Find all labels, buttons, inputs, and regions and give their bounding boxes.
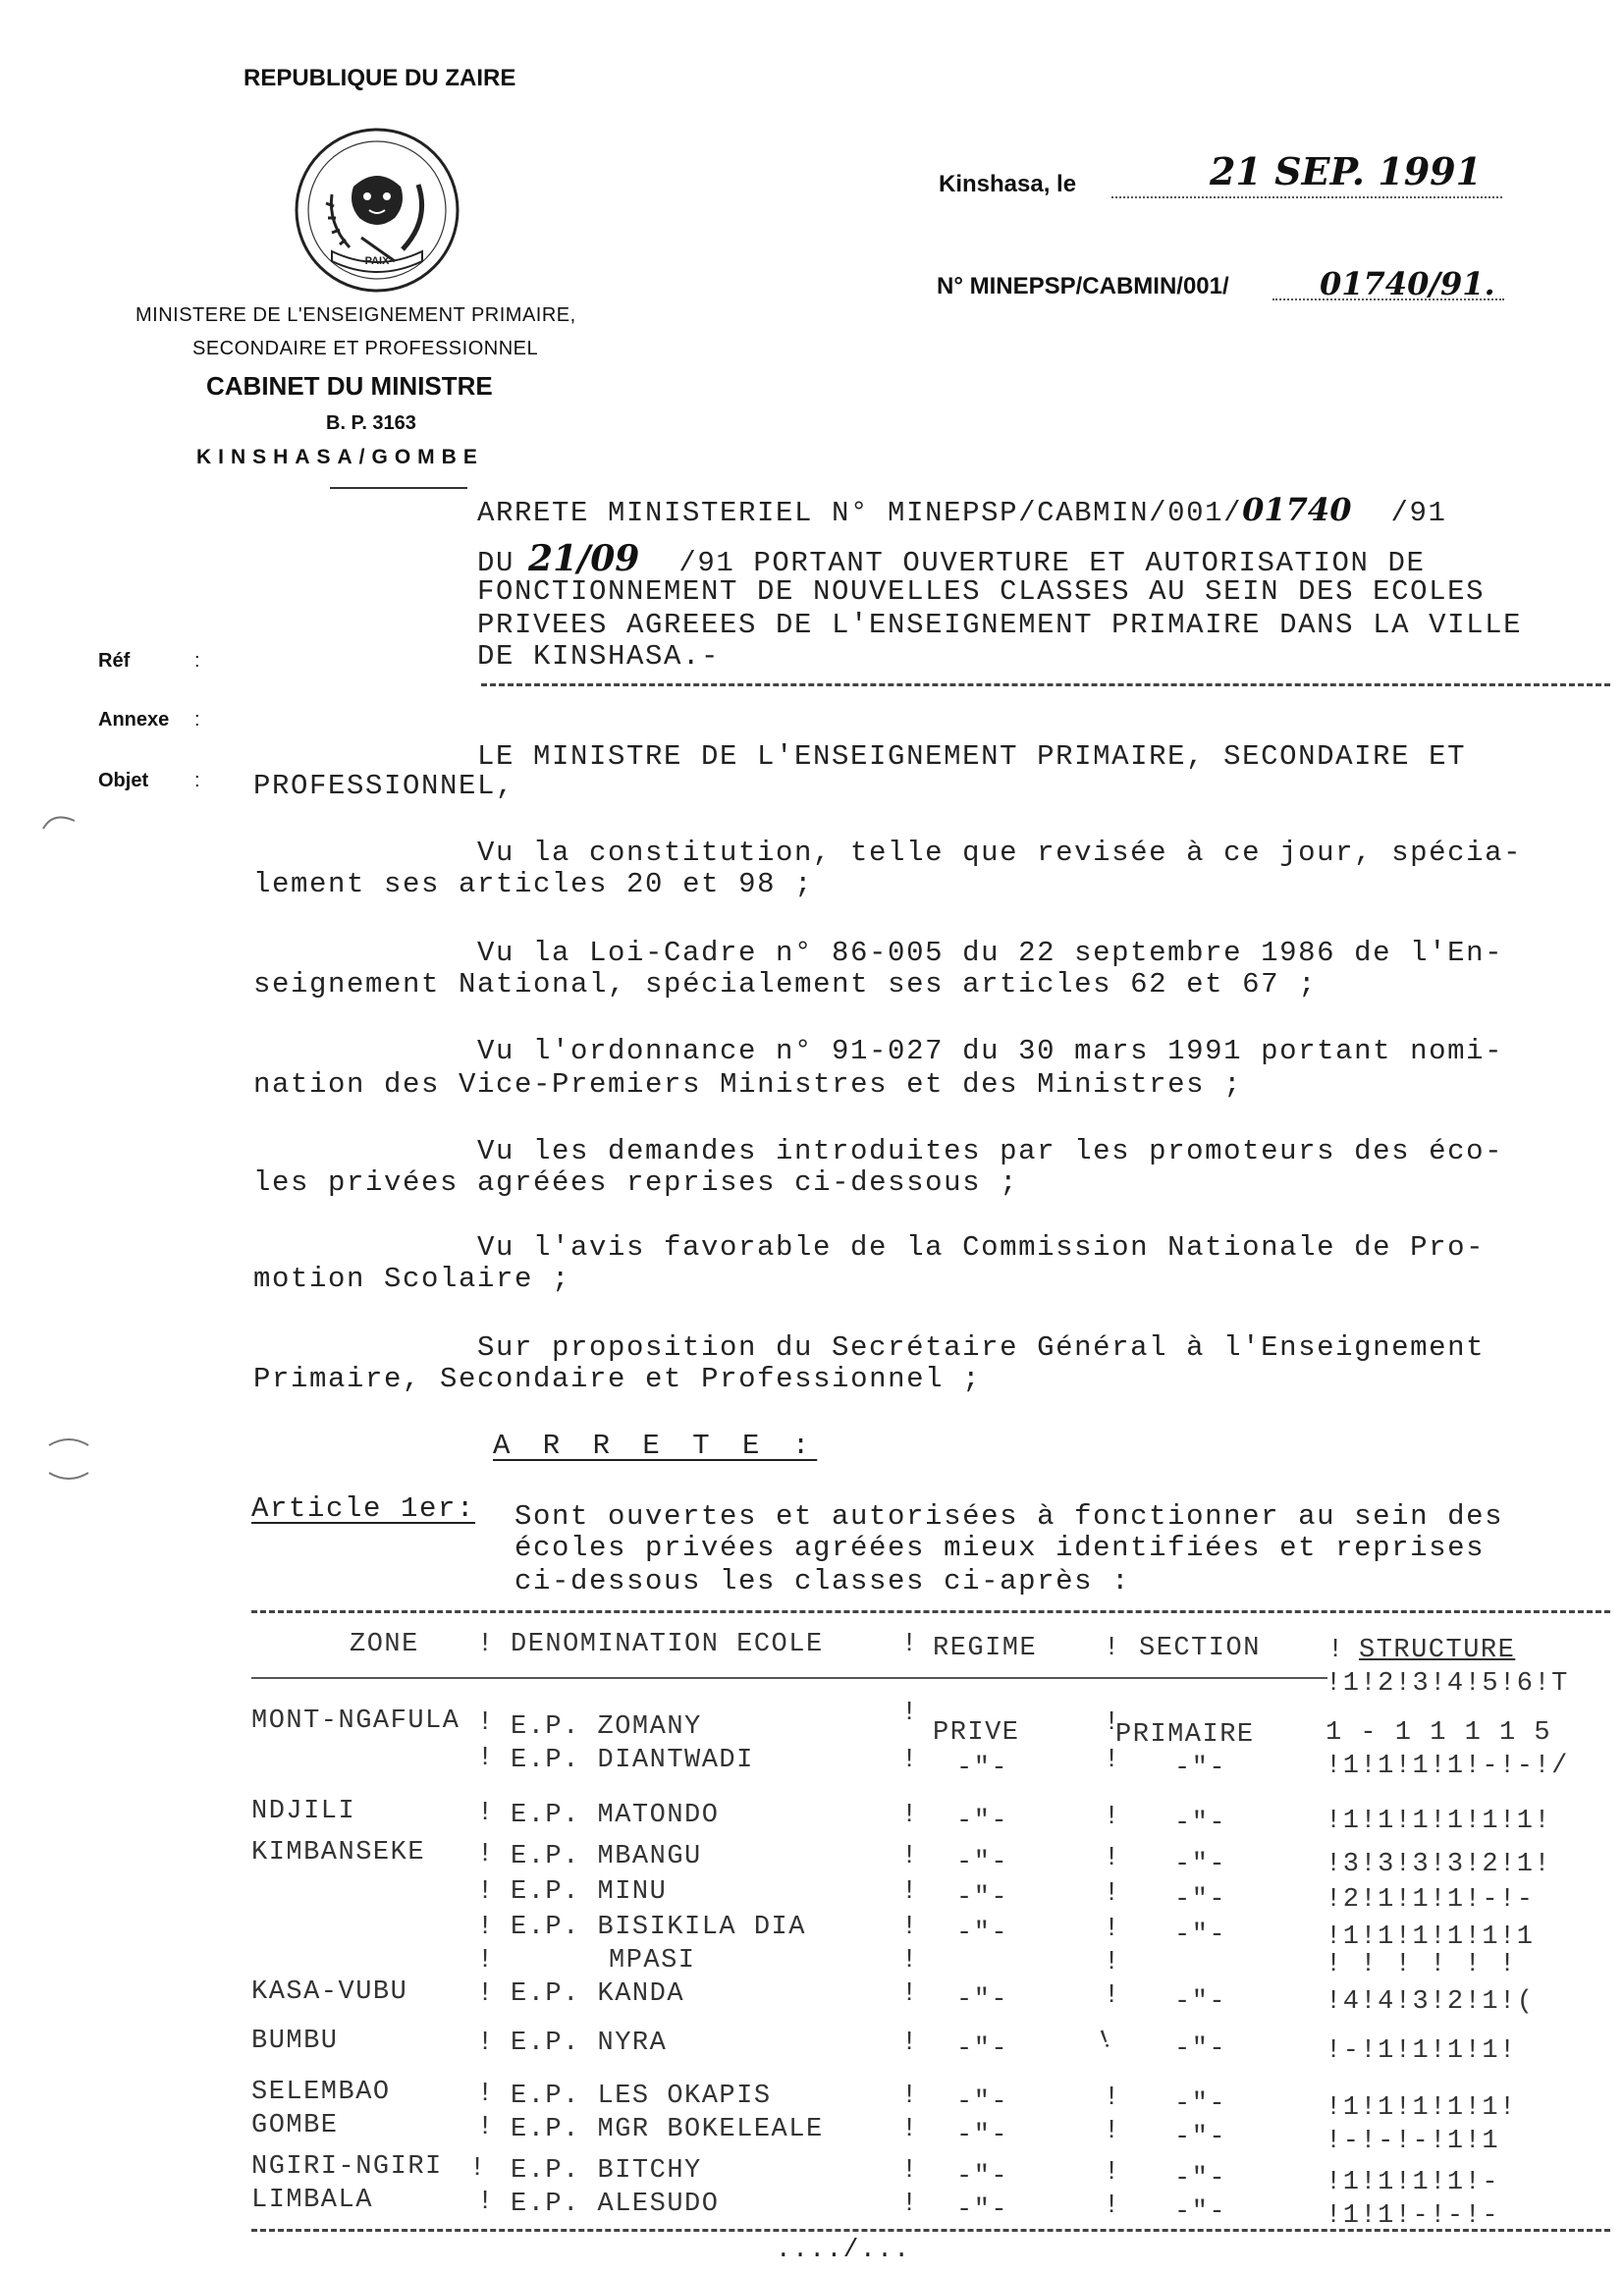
vu-ordonnance-line-1: Vu l'ordonnance n° 91-027 du 30 mars 1991 portant nomi- bbox=[477, 1035, 1504, 1067]
structure-cell: !4!4!3!2!1!( bbox=[1326, 1987, 1535, 2017]
structure-cell: !1!1!-!-!- bbox=[1326, 2201, 1500, 2231]
handwritten-decree-date: 21/09 bbox=[528, 538, 640, 579]
section-cell: -"- bbox=[1174, 2164, 1227, 2193]
vu-loi-cadre-line-1: Vu la Loi-Cadre n° 86-005 du 22 septembre 1986 de l'En- bbox=[477, 937, 1504, 969]
zone-cell: BUMBU bbox=[251, 2027, 339, 2056]
section-cell: -"- bbox=[1174, 1921, 1227, 1950]
objet-colon: : bbox=[194, 770, 200, 791]
regime-cell: -"- bbox=[956, 1754, 1009, 1783]
ministry-line-2: SECONDAIRE ET PROFESSIONNEL bbox=[192, 338, 539, 359]
regime-cell: -"- bbox=[956, 2121, 1009, 2150]
structure-cell: !1!1!1!1!- bbox=[1326, 2168, 1500, 2197]
decree-title-line-5: DE KINSHASA.- bbox=[477, 640, 721, 673]
minister-line-2: PROFESSIONNEL, bbox=[253, 770, 515, 802]
regime-cell: -"- bbox=[956, 1985, 1009, 2015]
school-cell: E.P. MATONDO bbox=[511, 1801, 720, 1830]
objet-label: Objet bbox=[98, 770, 149, 791]
structure-cell: !-!-!-!1!1 bbox=[1326, 2127, 1500, 2156]
section-cell: -"- bbox=[1174, 1987, 1227, 2017]
handwritten-decree-number: 01740 bbox=[1242, 491, 1352, 528]
section-cell: PRIMAIRE bbox=[1115, 1720, 1255, 1750]
section-cell: -"- bbox=[1174, 1850, 1227, 1879]
article-1-line-1: Sont ouvertes et autorisées à fonctionner au sein des bbox=[514, 1500, 1504, 1533]
structure-cell: !3!3!3!3!2!1! bbox=[1326, 1850, 1552, 1879]
table-bottom-rule bbox=[251, 2229, 1610, 2232]
arrete-heading: A R R E T E : bbox=[493, 1430, 818, 1462]
structure-cell: !2!1!1!1!-!- bbox=[1326, 1885, 1535, 1915]
header-denomination: DENOMINATION ECOLE bbox=[511, 1630, 824, 1659]
school-cell: E.P. MINU bbox=[511, 1877, 668, 1907]
decree-title-line-4: PRIVEES AGREEES DE L'ENSEIGNEMENT PRIMAIRE DANS LA VILLE bbox=[477, 609, 1523, 641]
laurel-branch-icon bbox=[326, 194, 350, 247]
structure-cell: !1!1!1!1!-!-!/ bbox=[1326, 1752, 1569, 1781]
regime-cell: -"- bbox=[956, 2195, 1009, 2225]
vu-avis-line-2: motion Scolaire ; bbox=[253, 1263, 571, 1295]
regime-cell: -"- bbox=[956, 1848, 1009, 1877]
table-top-rule bbox=[251, 1610, 1610, 1613]
school-cell: E.P. DIANTWADI bbox=[511, 1746, 754, 1775]
structure-cell: !1!1!1!1!1!1! bbox=[1326, 1807, 1552, 1836]
regime-cell: -"- bbox=[956, 1883, 1009, 1913]
structure-cell: !-!1!1!1!1! bbox=[1326, 2036, 1517, 2066]
zone-cell: MONT-NGAFULA bbox=[251, 1706, 460, 1736]
regime-cell: -"- bbox=[956, 2162, 1009, 2192]
vu-demandes-line-1: Vu les demandes introduites par les promoteurs des éco- bbox=[477, 1135, 1504, 1167]
school-cell: MPASI bbox=[609, 1946, 696, 1976]
regime-cell: PRIVE bbox=[933, 1718, 1020, 1748]
zone-cell: SELEMBAO bbox=[251, 2078, 391, 2107]
vu-loi-cadre-line-2: seignement National, spécialement ses articles 62 et 67 ; bbox=[253, 968, 1318, 1001]
section-cell: -"- bbox=[1174, 2197, 1227, 2227]
seal-motto: PAIX bbox=[364, 255, 390, 267]
city-heading: KINSHASA/GOMBE bbox=[196, 446, 484, 468]
vu-constitution-line-2: lement ses articles 20 et 98 ; bbox=[253, 868, 814, 900]
regime-cell: -"- bbox=[956, 2087, 1009, 2117]
section-cell: -"- bbox=[1174, 1754, 1227, 1783]
school-cell: E.P. KANDA bbox=[511, 1979, 685, 2009]
header-underline bbox=[330, 487, 467, 489]
section-cell: -"- bbox=[1174, 2089, 1227, 2119]
annexe-colon: : bbox=[194, 709, 200, 731]
sur-proposition-line-1: Sur proposition du Secrétaire Général à l'Enseignement bbox=[477, 1331, 1486, 1364]
handwritten-number: 01740/91. bbox=[1320, 265, 1495, 302]
vu-constitution-line-1: Vu la constitution, telle que revisée à ce jour, spécia- bbox=[477, 837, 1523, 869]
school-cell: E.P. NYRA bbox=[511, 2029, 668, 2058]
header-structure-columns: !1!2!3!4!5!6!T bbox=[1326, 1669, 1569, 1699]
page-continuation-marker: ..../... bbox=[776, 2235, 911, 2264]
postal-box: B. P. 3163 bbox=[326, 412, 416, 434]
place-label: Kinshasa, le bbox=[939, 171, 1077, 197]
ref-label: Réf bbox=[98, 650, 131, 672]
vu-demandes-line-2: les privées agréées reprises ci-dessous ; bbox=[253, 1166, 1019, 1199]
zone-cell: GOMBE bbox=[251, 2111, 339, 2140]
handwritten-date: 21 SEP. 1991 bbox=[1210, 149, 1483, 193]
school-cell: E.P. MGR BOKELEALE bbox=[511, 2115, 824, 2144]
school-cell: E.P. BITCHY bbox=[511, 2156, 702, 2186]
section-cell: -"- bbox=[1174, 2034, 1227, 2064]
section-cell: -"- bbox=[1174, 1809, 1227, 1838]
punch-hole-decoration bbox=[45, 1434, 94, 1483]
article-1-label: Article 1er: bbox=[251, 1492, 476, 1525]
vu-avis-line-1: Vu l'avis favorable de la Commission Nationale de Pro- bbox=[477, 1231, 1486, 1264]
decree-title-line-3: FONCTIONNEMENT DE NOUVELLES CLASSES AU SEIN DES ECOLES bbox=[477, 575, 1486, 608]
zone-cell: KASA-VUBU bbox=[251, 1977, 408, 2007]
table-header-rule bbox=[251, 1677, 1327, 1679]
header-regime: REGIME bbox=[933, 1634, 1038, 1663]
school-cell: E.P. ZOMANY bbox=[511, 1712, 702, 1742]
structure-cell: !1!1!1!1!1! bbox=[1326, 2093, 1517, 2123]
ministry-line-1: MINISTERE DE L'ENSEIGNEMENT PRIMAIRE, bbox=[135, 304, 576, 326]
cabinet-heading: CABINET DU MINISTRE bbox=[206, 371, 493, 401]
zone-cell: NGIRI-NGIRI bbox=[251, 2152, 443, 2182]
structure-cell: !1!1!1!1!1!1 bbox=[1326, 1922, 1535, 1952]
title-separator bbox=[481, 683, 1610, 686]
vu-ordonnance-line-2: nation des Vice-Premiers Ministres et des Ministres ; bbox=[253, 1068, 1243, 1101]
structure-cell: 1 - 1 1 1 1 5 bbox=[1326, 1718, 1552, 1748]
school-cell: E.P. LES OKAPIS bbox=[511, 2082, 772, 2111]
regime-cell: -"- bbox=[956, 1919, 1009, 1948]
section-cell: -"- bbox=[1174, 1885, 1227, 1915]
leopard-head-icon bbox=[352, 176, 403, 225]
zone-cell: NDJILI bbox=[251, 1797, 356, 1826]
sur-proposition-line-2: Primaire, Secondaire et Professionnel ; bbox=[253, 1363, 982, 1395]
header-section: SECTION bbox=[1139, 1634, 1261, 1663]
zone-cell: KIMBANSEKE bbox=[251, 1838, 426, 1868]
date-dotted-line bbox=[1111, 196, 1502, 198]
school-cell: E.P. MBANGU bbox=[511, 1842, 702, 1871]
header-structure: STRUCTURE bbox=[1359, 1636, 1516, 1665]
decree-title-line-2: DU 21/09 /91 PORTANT OUVERTURE ET AUTORISATION DE bbox=[477, 538, 1426, 579]
document-page: REPUBLIQUE DU ZAIRE PAIX MINISTERE DE L'ENSEIGNEMENT PRIMAIRE, SECONDAIRE ET PROFESSIONNEL CABINET DU MINISTRE B. P. 3163 KINSHASA/GOMBE Kinshasa, le 21 SEP. 1991 N° MINEPSP/CABMIN/001/ 01740/91. Réf : Annexe : Objet : ARRETE MINISTERIEL N° MINEPSP/CABMIN/001/01740 /91 DU 21/09 /91 PORTANT OUVERTURE ET AUTORISATION DE FONCTIONNEMENT DE NOUVELLES CLASSES AU SEIN DES ECOLES PRIVEES AGREEES DE L'ENSEIGNEMENT PRIMAIRE DANS LA VILLE DE KINSHASA.- LE MINISTRE DE L'ENSEIGNEMENT PRIMAIRE, SECONDAIRE ET PROFESSIONNEL, Vu la constitution, telle que revisée à ce jour, spécia- lement ses articles 20 et 98 ; Vu la Loi-Cadre n° 86-005 du 22 septembre 1986 de l'En- seignement National, spécialement ses articles 62 et 67 ; Vu l'ordonnance n° 91-027 du 30 mars 1991 portant nomi- nation des Vice-Premiers Ministres et des Ministres ; Vu les demandes introduites par les promoteurs des éco- les privées agréées reprises ci-dessous ; Vu l'avis favorable de la Commission Nationale de Pro- motion Scolaire ; Sur proposition du Secrétaire Général à l'Enseignement Primaire, Secondaire et Professionnel ; A R R E T E : Article 1er: Sont ouvertes et autorisées à fonctionner au sein des écoles privées agréées mieux identifiées et reprises ci-dessous les classes ci-après : ZONE ! DENOMINATION ECOLE ! REGIME ! SECTION ! STRUCTURE !1!2!3!4!5!6!T MONT-NGAFULA ! E.P. ZOMANY ! PRIVE ! PRIMAIRE 1 - 1 1 1 1 5 ! E.P. DIANTWADI ! -"- ! -"- !1!1!1!1!-!-!/ NDJILI ! E.P. MATONDO ! -"- ! -"- !1!1!1!1!1!1! KIMBANSEKE ! E.P. MBANGU ! -"- ! -"- !3!3!3!3!2!1! ! E.P. MINU ! -"- ! -"- !2!1!1!1!-!- ! E.P. BISIKILA DIA ! -"- ! -"- !1!1!1!1!1!1 ! MPASI ! ! ! ! ! ! ! ! KASA-VUBU ! E.P. KANDA ! -"- ! -"- !4!4!3!2!1!( BUMBU ! E.P. NYRA ! -"- ! -"- !-!1!1!1!1! SELEMBAO ! E.P. LES OKAPIS ! -"- ! -"- !1!1!1!1!1! GOMBE ! E.P. MGR BOKELEALE ! -"- ! -"- !-!-!-!1!1 NGIRI-NGIRI ! E.P. BITCHY ! -"- ! -"- !1!1!1!1!- LIMBALA ! E.P. ALESUDO ! -"- ! -"- !1!1!-!-!- ..../... bbox=[0, 0, 1624, 2274]
regime-cell: -"- bbox=[956, 1807, 1009, 1836]
regime-cell: -"- bbox=[956, 2034, 1009, 2064]
header-zone: ZONE bbox=[350, 1630, 419, 1659]
school-cell: E.P. ALESUDO bbox=[511, 2190, 720, 2219]
article-1-line-2: écoles privées agréées mieux identifiées et reprises bbox=[514, 1532, 1486, 1564]
article-1-line-3: ci-dessous les classes ci-après : bbox=[514, 1565, 1131, 1597]
decree-title-line-1: ARRETE MINISTERIEL N° MINEPSP/CABMIN/001/01740 /91 bbox=[477, 491, 1447, 529]
minister-line-1: LE MINISTRE DE L'ENSEIGNEMENT PRIMAIRE, SECONDAIRE ET bbox=[477, 740, 1467, 773]
tusk-icon bbox=[403, 185, 422, 249]
scan-mark-decoration bbox=[39, 805, 79, 835]
national-seal bbox=[293, 126, 461, 295]
republic-heading: REPUBLIQUE DU ZAIRE bbox=[244, 65, 516, 91]
zone-cell: LIMBALA bbox=[251, 2186, 373, 2215]
school-cell: E.P. BISIKILA DIA bbox=[511, 1913, 806, 1942]
ref-colon: : bbox=[194, 650, 200, 672]
annexe-label: Annexe bbox=[98, 709, 170, 731]
structure-cell: ! ! ! ! ! ! bbox=[1326, 1950, 1517, 1979]
section-cell: -"- bbox=[1174, 2123, 1227, 2152]
reference-number-label: N° MINEPSP/CABMIN/001/ bbox=[937, 273, 1229, 299]
